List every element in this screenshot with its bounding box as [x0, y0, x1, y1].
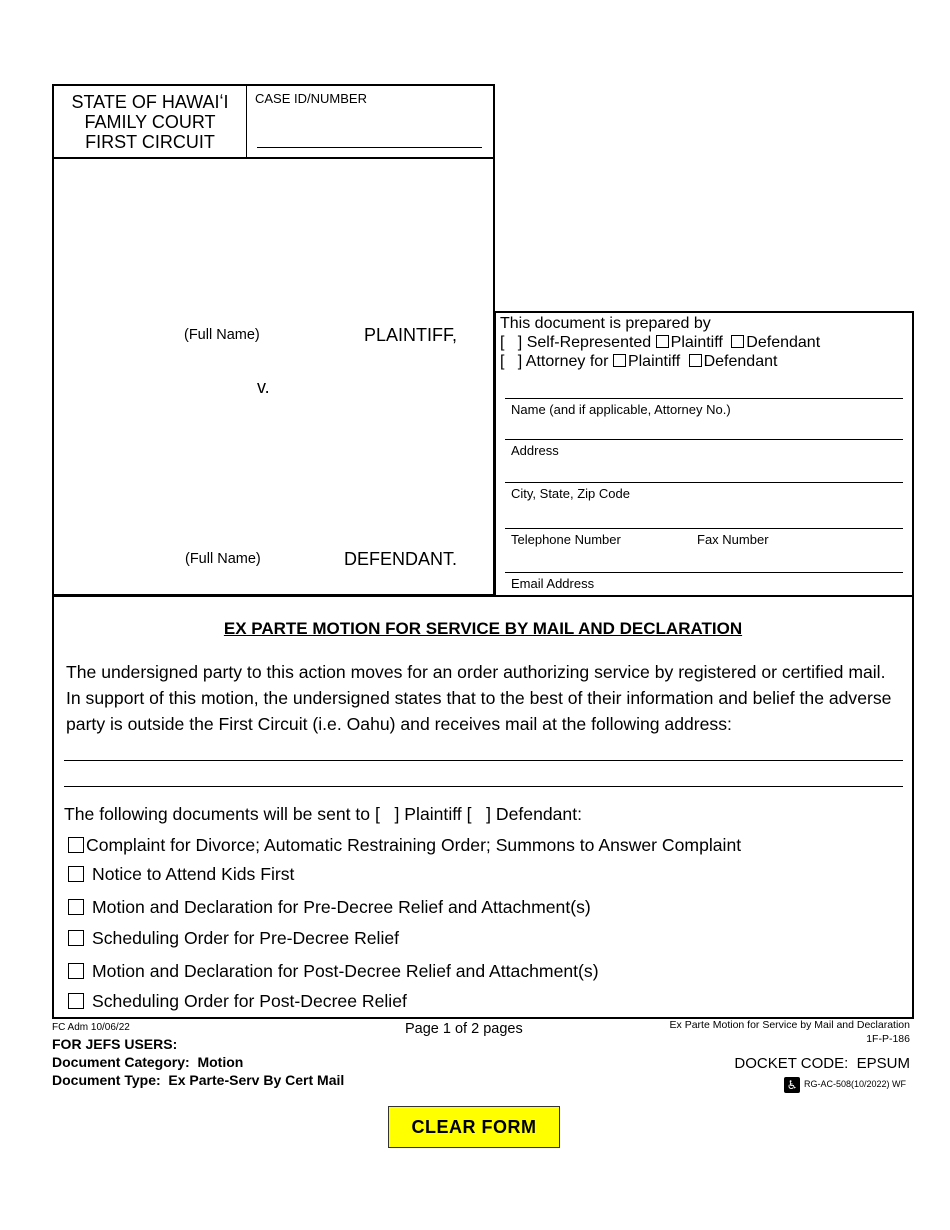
preparer-heading: This document is prepared by [500, 315, 711, 332]
rg-code: RG-AC-508(10/2022) WF [804, 1079, 907, 1089]
motion-title: EX PARTE MOTION FOR SERVICE BY MAIL AND DECLARATION [223, 619, 743, 638]
case-id-input-line[interactable] [257, 147, 482, 148]
address-line-2[interactable] [64, 786, 903, 787]
checkbox-icon[interactable] [68, 837, 84, 853]
city-label: City, State, Zip Code [511, 486, 630, 501]
checkbox-icon[interactable] [613, 354, 626, 367]
document-item[interactable] [68, 961, 599, 982]
checkbox-icon[interactable] [656, 335, 669, 348]
form-code: 1F-P-186 [866, 1033, 910, 1045]
self-defendant-label: Defendant [746, 334, 821, 351]
document-item[interactable] [68, 897, 591, 918]
checkbox-icon[interactable] [689, 354, 702, 367]
document-category: Document Category: Motion [52, 1054, 244, 1070]
clear-form-button[interactable]: CLEAR FORM [388, 1106, 560, 1148]
document-type: Document Type: Ex Parte-Serv By Cert Mail [52, 1072, 345, 1088]
jefs-heading: FOR JEFS USERS: [52, 1036, 178, 1052]
document-item[interactable] [68, 835, 741, 856]
docket-code: DOCKET CODE: EPSUM [734, 1055, 910, 1072]
self-represented-label: Self-Represented [526, 334, 652, 351]
attorney-bracket[interactable]: [ ] [500, 353, 523, 370]
email-input-line[interactable] [505, 572, 903, 573]
document-label: Motion and Declaration for Post-Decree Relief and Attachment(s) [92, 961, 599, 981]
attorney-plaintiff-label: Plaintiff [627, 353, 681, 370]
document-label: Scheduling Order for Post-Decree Relief [92, 991, 407, 1011]
name-label: Name (and if applicable, Attorney No.) [511, 402, 731, 417]
case-id-divider [246, 85, 247, 157]
self-represented-row [500, 334, 820, 352]
checkbox-icon[interactable] [68, 963, 84, 979]
accessibility-icon: ♿ [784, 1077, 800, 1093]
email-label: Email Address [511, 576, 595, 591]
phone-input-line[interactable] [505, 528, 903, 529]
city-input-line[interactable] [505, 482, 903, 483]
checkbox-icon[interactable] [68, 866, 84, 882]
address-line-1[interactable] [64, 760, 903, 761]
motion-body: The undersigned party to this action moves for an order authorizing service by registered or certified mail. In support of this motion, the undersigned states that to the best of their information and belief the adverse party is outside the First Circuit (i.e. Oahu) and receives mail at the following address: [66, 662, 892, 734]
court-name [54, 92, 246, 152]
form-title-footer: Ex Parte Motion for Service by Mail and Declaration [669, 1019, 910, 1031]
document-label: Scheduling Order for Pre-Decree Relief [92, 928, 400, 948]
checkbox-icon[interactable] [68, 930, 84, 946]
document-item[interactable] [68, 864, 294, 885]
plaintiff-full-name-label: (Full Name) [184, 327, 260, 343]
document-label: Motion and Declaration for Pre-Decree Relief and Attachment(s) [92, 897, 591, 917]
name-input-line[interactable] [505, 398, 903, 399]
form-number: FC Adm 10/06/22 [52, 1022, 130, 1033]
self-represented-bracket[interactable]: [ ] [500, 334, 523, 351]
court-state: STATE OF HAWAIʻI [71, 92, 229, 112]
attorney-for-label: Attorney for [525, 353, 609, 370]
court-division: FAMILY COURT [84, 112, 216, 132]
checkbox-icon[interactable] [68, 993, 84, 1009]
phone-label: Telephone Number [511, 532, 621, 547]
court-header-divider [53, 157, 494, 159]
case-id-label: CASE ID/NUMBER [255, 91, 367, 106]
document-label: Complaint for Divorce; Automatic Restraining Order; Summons to Answer Complaint [86, 835, 742, 855]
document-label: Notice to Attend Kids First [92, 864, 295, 884]
docs-intro: The following documents will be sent to [ ] Plaintiff [ ] Defendant: [64, 804, 582, 824]
address-label: Address [511, 443, 559, 458]
versus-label: v. [257, 377, 270, 397]
defendant-label: DEFENDANT. [344, 549, 458, 569]
address-input-line[interactable] [505, 439, 903, 440]
document-item[interactable] [68, 928, 399, 949]
plaintiff-label: PLAINTIFF, [364, 325, 458, 345]
checkbox-icon[interactable] [731, 335, 744, 348]
fax-label: Fax Number [697, 532, 769, 547]
checkbox-icon[interactable] [68, 899, 84, 915]
attorney-defendant-label: Defendant [703, 353, 778, 370]
attorney-row [500, 353, 777, 371]
self-plaintiff-label: Plaintiff [670, 334, 723, 351]
document-item[interactable] [68, 991, 407, 1012]
page-number: Page 1 of 2 pages [405, 1021, 523, 1037]
defendant-full-name-label: (Full Name) [185, 551, 261, 567]
court-circuit: FIRST CIRCUIT [85, 132, 215, 152]
